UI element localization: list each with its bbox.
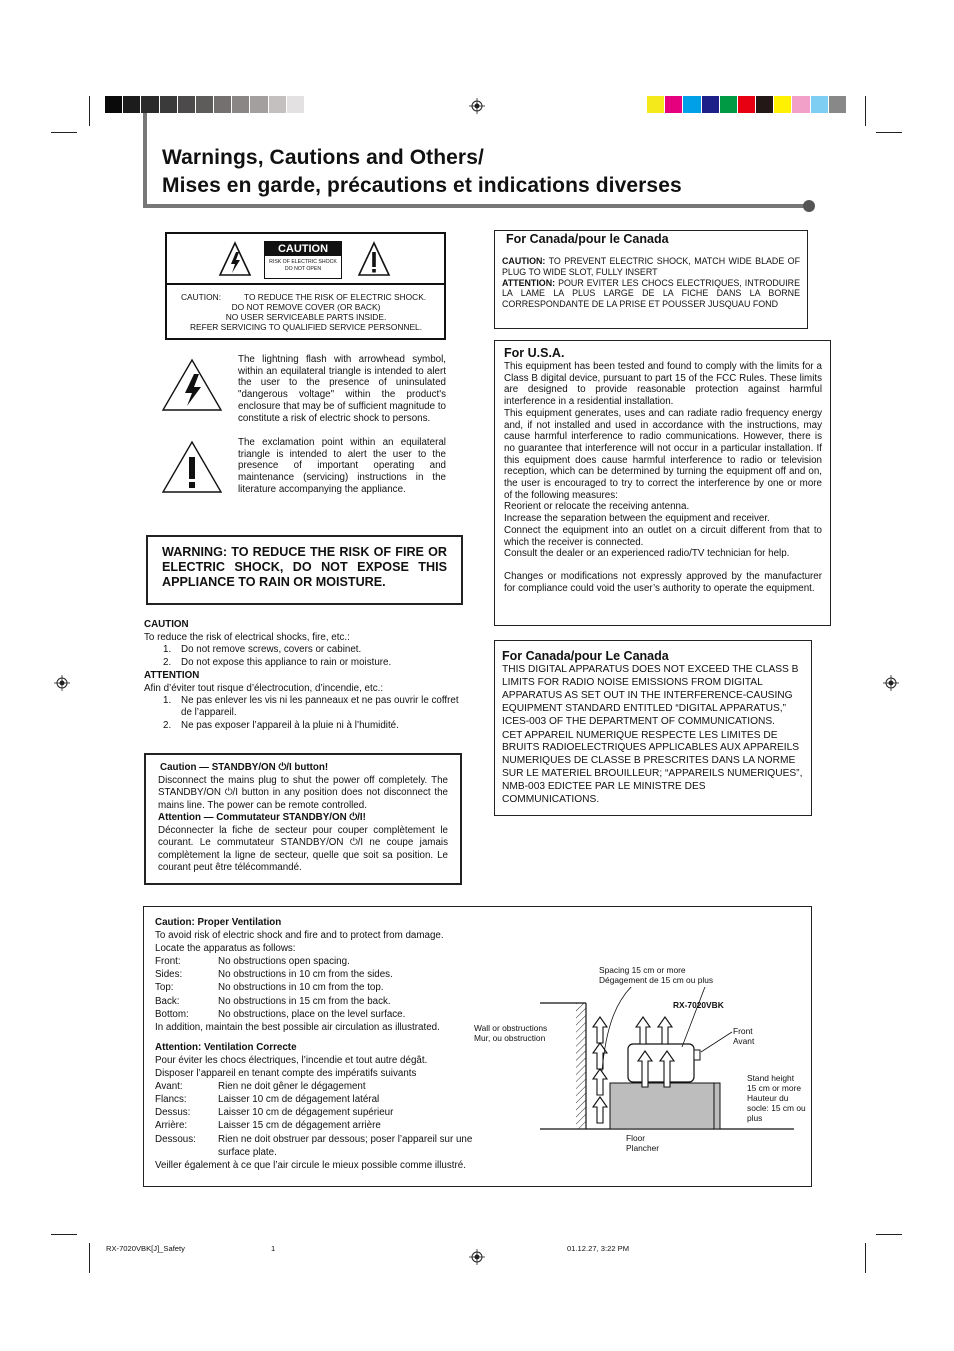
gray-swatch [178, 96, 195, 113]
title-rule [143, 204, 807, 208]
vent-fr-row [155, 1080, 505, 1093]
caution-item: Do not expose this appliance to rain or moisture. [181, 657, 392, 669]
color-swatch [683, 96, 700, 113]
stand-label-2: 15 cm or more [747, 1083, 801, 1093]
attention-intro: Afin d’éviter tout risque d’électrocution, d’incendie, etc.: [144, 682, 384, 694]
spacing-label-1: Spacing 15 cm or more [599, 965, 686, 975]
registration-mark-icon [54, 675, 70, 691]
color-bar-left [105, 96, 305, 113]
gray-swatch [287, 96, 304, 113]
footer-page: 1 [271, 1244, 276, 1253]
vent-heading-fr: Attention: Ventilation Correcte [155, 1041, 297, 1053]
model-leader [682, 987, 708, 1047]
gray-swatch [141, 96, 158, 113]
vent-row-label: Back: [155, 995, 180, 1007]
caution-label-text3: NO USER SERVICEABLE PARTS INSIDE. [225, 312, 387, 322]
usa-measure-2: Increase the separation between the equipment and receiver. [504, 513, 770, 525]
wall-label-1: Wall or obstructions [474, 1023, 548, 1033]
vent-row [155, 968, 505, 981]
vent-row-label: Front: [155, 956, 181, 968]
gray-swatch [214, 96, 231, 113]
stand [610, 1083, 720, 1129]
attention-heading: ATTENTION [144, 669, 200, 681]
warning-box [146, 535, 463, 605]
stand-label-3: Hauteur du [747, 1093, 789, 1103]
vent-fr-row-value: Laisser 10 cm de dégagement latéral [218, 1094, 380, 1106]
caution-sub2: DO NOT OPEN [284, 266, 322, 272]
caution-sub1: RISK OF ELECTRIC SHOCK [269, 259, 337, 265]
caution-label-text1: TO REDUCE THE RISK OF ELECTRIC SHOCK. [244, 292, 427, 302]
crop-mark [876, 132, 902, 133]
standby-text1b: /I button in any position does not disconnect the mains line. The power can be remote controlled. [158, 787, 448, 811]
vent-fr-row-label: Arrière: [155, 1120, 188, 1132]
standby-box [144, 753, 462, 885]
vent-row-value: No obstructions in 10 cm from the sides. [218, 969, 393, 981]
page-title-line2: Mises en garde, précautions et indications diverses [162, 174, 682, 197]
canada2-p1: THIS DIGITAL APPARATUS DOES NOT EXCEED THE CLASS B LIMITS FOR RADIO NOISE EMISSIONS FROM DIGITAL APPARATUS AS SET OUT IN THE INTERFERENCE-CAUSING EQUIPMENT STANDARD ENTITLED “DIGITAL APPARATUS,” ICES-003 OF THE DEPARTMENT OF COMMUNICATIONS. [502, 664, 799, 727]
model-label: RX-7020VBK [673, 1000, 724, 1010]
registration-mark-icon [883, 675, 899, 691]
vent-fr-row [155, 1093, 505, 1106]
attention-item-number: 2. [163, 719, 172, 731]
usa-p2: This equipment generates, uses and can radiate radio frequency energy and, if not installed and used in accordance with the instructions, may cause harmful interference to radio communications. However, there is no guarantee that interference will not occur in a particular installation. If this equipment does cause harmful interference to radio or television reception, which can be determined by turning the equipment off and on, the user is encouraged to try to correct the interference by one or more of the following measures: [504, 407, 822, 501]
color-swatch [792, 96, 809, 113]
vent-row-value: No obstructions in 15 cm from the back. [218, 995, 391, 1007]
color-bar-right [647, 96, 847, 113]
canada1-heading: For Canada/pour le Canada [506, 232, 669, 246]
vent-fr-row-value: Laisser 10 cm de dégagement supérieur [218, 1107, 394, 1119]
crop-mark [51, 132, 77, 133]
vent-row-label: Bottom: [155, 1008, 189, 1020]
receiver-knob [694, 1050, 700, 1060]
vent-fr-row-value: Laisser 15 cm de dégagement arrière [218, 1120, 381, 1132]
exclamation-text: The exclamation point within an equilateral triangle is intended to alert the user to the presence of important operating and maintenance (servicing) instructions in the literature accompanying the appliance. [238, 437, 446, 495]
floor-label-2: Plancher [626, 1143, 660, 1153]
standby-heading-a: Caution — STANDBY/ON [160, 762, 279, 773]
caution-item-number: 1. [163, 644, 172, 656]
exclamation-triangle-icon [357, 241, 391, 277]
gray-swatch [123, 96, 140, 113]
exclamation-triangle-icon [161, 440, 223, 494]
standby-heading-fr-a: Attention — Commutateur STANDBY/ON [158, 812, 350, 823]
lightning-text: The lightning flash with arrowhead symbol, within an equilateral triangle is intended to alert the user to the presence of uninsulated "dangerous voltage" within the product's enclosure that may be of sufficient magnitude to constitute a risk of electric shock to persons. [238, 354, 446, 424]
color-swatch [829, 96, 846, 113]
ventilation-box [143, 906, 812, 1187]
usa-p3: Changes or modifications not expressly approved by the manufacturer for compliance could void the user’s authority to operate the equipment. [504, 570, 822, 594]
canada1-attention-text: POUR EVITER LES CHOCS ELECTRIQUES, INTRODUIRE LA LAME LA PLUS LARGE DE LA FICHE DANS LA BORNE CORRESPONDANTE DE LA PRISE ET POUSSER JUSQUAU FOND [502, 277, 800, 310]
color-swatch [702, 96, 719, 113]
color-swatch [665, 96, 682, 113]
usa-heading: For U.S.A. [504, 346, 565, 360]
lightning-triangle-icon [161, 358, 223, 412]
gray-swatch [250, 96, 267, 113]
front-leader [701, 1032, 732, 1052]
wall-hatch [576, 1003, 586, 1129]
caution-label-top [167, 234, 444, 285]
vent-row-value: No obstructions in 10 cm from the top. [218, 982, 384, 994]
vent-intro2-fr: Disposer l’appareil en tenant compte des impératifs suivants [155, 1068, 417, 1080]
vent-fr-row-label: Avant: [155, 1081, 183, 1093]
stand-label-1: Stand height [747, 1073, 795, 1083]
vent-outro-fr: Veiller également à ce que l’air circule le mieux possible comme illustré. [155, 1159, 466, 1171]
floor-label-1: Floor [626, 1133, 646, 1143]
caution-heading-box [264, 241, 342, 279]
vent-heading: Caution: Proper Ventilation [155, 917, 282, 928]
power-icon: ⏻ [278, 762, 287, 773]
vent-fr-row-value: Rien ne doit gêner le dégagement [218, 1081, 366, 1093]
vent-intro2: Locate the apparatus as follows: [155, 943, 296, 955]
vent-row-value: No obstructions, place on the level surface. [218, 1008, 406, 1020]
crop-mark [51, 1234, 77, 1235]
vent-row [155, 955, 505, 968]
attention-item: Ne pas exposer l’appareil à la pluie ni à l’humidité. [181, 719, 399, 731]
wall-label-2: Mur, ou obstruction [474, 1033, 546, 1043]
power-icon: ⏻ [349, 812, 358, 823]
vent-fr-row [155, 1133, 505, 1159]
usa-measure-4: Consult the dealer or an experienced radio/TV technician for help. [504, 548, 790, 560]
vent-row-label: Sides: [155, 969, 183, 981]
warning-text: WARNING: TO REDUCE THE RISK OF FIRE OR ELECTRIC SHOCK, DO NOT EXPOSE THIS APPLIANCE TO RAIN OR MOISTURE. [162, 545, 447, 589]
gray-swatch [196, 96, 213, 113]
crop-mark [89, 1243, 90, 1273]
front-label-2: Avant [733, 1036, 755, 1046]
caution-item-number: 2. [163, 657, 172, 669]
crop-mark [865, 96, 866, 126]
color-swatch [811, 96, 828, 113]
standby-heading-fr-b: /I! [357, 812, 366, 823]
lightning-triangle-icon [218, 241, 252, 277]
power-icon: ⏻ [224, 787, 233, 798]
registration-mark-icon [469, 98, 485, 114]
gray-swatch [269, 96, 286, 113]
color-swatch [720, 96, 737, 113]
gray-swatch [160, 96, 177, 113]
attention-item-number: 1. [163, 695, 172, 707]
vent-fr-row-label: Dessous: [155, 1133, 196, 1145]
receiver [628, 1044, 694, 1082]
standby-text2b: /I ne coupe jamais complètement la ligne de secteur, quelle que soit sa position. Le courant peut être télécommandé. [158, 837, 448, 873]
vent-fr-row [155, 1119, 505, 1132]
title-rule-dot [803, 200, 815, 212]
crop-mark [89, 96, 90, 126]
crop-mark [876, 1234, 902, 1235]
vent-row-value: No obstructions open spacing. [218, 956, 350, 968]
color-swatch [774, 96, 791, 113]
vent-row [155, 1008, 505, 1021]
color-swatch [756, 96, 773, 113]
attention-item: Ne pas enlever les vis ni les panneaux et ne pas ouvrir le coffret de l’appareil. [181, 695, 459, 718]
vent-intro1: To avoid risk of electric shock and fire and to protect from damage. [155, 930, 444, 942]
vent-intro1-fr: Pour éviter les chocs électriques, l’incendie et tout autre dégât. [155, 1054, 428, 1066]
spacing-label-2: Dégagement de 15 cm ou plus [599, 975, 714, 985]
footer-file: RX-7020VBK[J]_Safety [106, 1244, 185, 1253]
vent-row-label: Top: [155, 982, 174, 994]
power-icon: ⏻ [349, 837, 358, 848]
canada1-attention-label: ATTENTION: [502, 277, 556, 288]
vent-outro: In addition, maintain the best possible air circulation as illustrated. [155, 1021, 440, 1033]
gray-swatch [232, 96, 249, 113]
footer-date: 01.12.27, 3:22 PM [567, 1244, 630, 1253]
color-swatch [738, 96, 755, 113]
page-title-line1: Warnings, Cautions and Others/ [162, 146, 484, 169]
usa-box [494, 340, 831, 626]
canada2-p2: CET APPAREIL NUMERIQUE RESPECTE LES LIMITES DE BRUITS RADIOELECTRIQUES APPLICABLES AUX APPAREILS NUMERIQUES DE CLASSE B PRESCRITES DANS LA NORME SUR LE MATERIEL BROUILLEUR; “APPAREILS NUMERIQUES”, NMB-003 EDICTEE PAR LE MINISTRE DES COMMUNICATIONS. [502, 729, 803, 806]
caution-label-text2: DO NOT REMOVE COVER (OR BACK) [231, 302, 381, 312]
canada-box-1 [494, 230, 808, 329]
usa-measure-1: Reorient or relocate the receiving antenna. [504, 501, 690, 513]
caution-label-prefix: CAUTION: [181, 292, 222, 302]
crop-mark [865, 1243, 866, 1273]
color-swatch [647, 96, 664, 113]
canada1-caution-label: CAUTION: [502, 256, 546, 266]
stand-label-5: plus [747, 1113, 763, 1123]
vent-fr-row-label: Flancs: [155, 1094, 187, 1106]
vent-row [155, 981, 505, 994]
vent-fr-row-value: Rien ne doit obstruer par dessous; poser l’appareil sur une surface plate. [218, 1133, 473, 1158]
caution-heading: CAUTION [144, 619, 189, 630]
caution-item: Do not remove screws, covers or cabinet. [181, 644, 362, 656]
stand-label-4: socle: 15 cm ou [747, 1103, 806, 1113]
canada2-heading: For Canada/pour Le Canada [502, 649, 669, 663]
vent-fr-row [155, 1106, 505, 1119]
standby-heading-b: /I button! [286, 762, 329, 773]
title-bracket [143, 113, 147, 208]
caution-heading: CAUTION [265, 242, 341, 256]
usa-measure-3: Connect the equipment into an outlet on a circuit different from that to which the receiver is connected. [504, 524, 822, 548]
vent-row [155, 995, 505, 1008]
standby-text1a: Disconnect the mains plug to shut the power off completely. The STANDBY/ON [158, 774, 448, 798]
canada-box-2 [494, 640, 812, 816]
caution-label-box [165, 232, 446, 340]
front-label-1: Front [733, 1026, 753, 1036]
registration-mark-icon [469, 1249, 485, 1265]
gray-swatch [105, 96, 122, 113]
vent-fr-row-label: Dessus: [155, 1107, 191, 1119]
canada1-caution-text: TO PREVENT ELECTRIC SHOCK, MATCH WIDE BLADE OF PLUG TO WIDE SLOT, FULLY INSERT [502, 256, 801, 277]
caution-intro: To reduce the risk of electrical shocks, fire, etc.: [144, 631, 350, 643]
standby-text2a: Déconnecter la fiche de secteur pour couper complètement le courant. Le commutateur STANDBY/ON [158, 824, 448, 848]
caution-label-text4: REFER SERVICING TO QUALIFIED SERVICE PERSONNEL. [189, 322, 423, 332]
usa-p1: This equipment has been tested and found to comply with the limits for a Class B digital device, pursuant to part 15 of the FCC Rules. These limits are designed to provide reasonable protection against harmful interference in a residential installation. [504, 361, 822, 408]
